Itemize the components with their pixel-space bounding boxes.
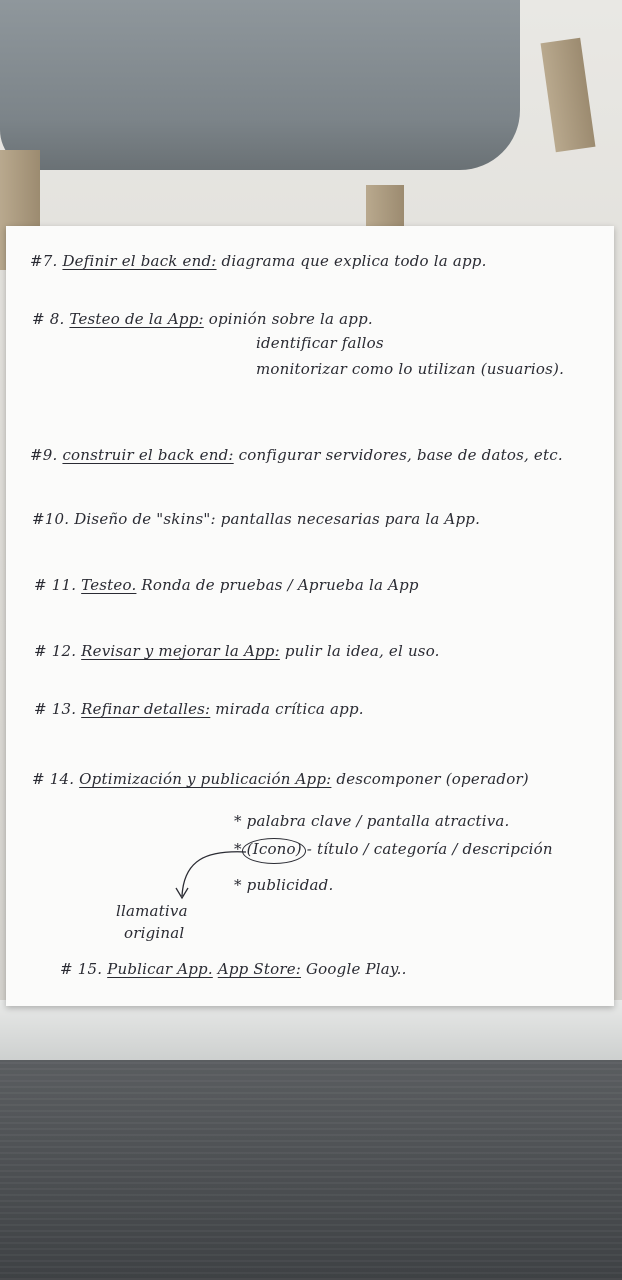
note-text: Google Play.. [306, 960, 407, 978]
chair-seat [0, 1060, 622, 1280]
note-14-bullet-1: * palabra clave / pantalla atractiva. [234, 812, 510, 830]
note-text: mirada crítica app. [215, 700, 364, 718]
note-title: construir el back end: [62, 446, 234, 464]
handwritten-note-sheet [6, 226, 614, 1006]
note-text: descomponer (operador) [336, 770, 529, 788]
note-title: Publicar App. [107, 960, 213, 978]
note-text: diagrama que explica todo la app. [221, 252, 487, 270]
side-note-2: original [124, 924, 185, 942]
note-title: Revisar y mejorar la App: [81, 642, 280, 660]
note-title: Testeo. [81, 576, 137, 594]
note-number: # 14. [32, 770, 75, 788]
note-8-extra-2: monitorizar como lo utilizan (usuarios). [256, 360, 565, 378]
note-text: pantallas necesarias para la App. [220, 510, 481, 528]
note-number: #7. [30, 252, 58, 270]
note-9 [30, 446, 563, 464]
note-8-extra-1: identificar fallos [256, 334, 384, 352]
note-7 [30, 252, 487, 270]
note-14-bullet-3: * publicidad. [234, 876, 334, 894]
note-title: Testeo de la App: [69, 310, 204, 328]
note-text: opinión sobre la app. [208, 310, 373, 328]
note-number: # 13. [34, 700, 77, 718]
note-text: pulir la idea, el uso. [284, 642, 440, 660]
note-number: #10. [32, 510, 70, 528]
note-title: Diseño de "skins": [74, 510, 216, 528]
note-title: Definir el back end: [62, 252, 217, 270]
note-13 [34, 700, 364, 718]
note-number: # 15. [60, 960, 103, 978]
note-text: configurar servidores, base de datos, etc. [238, 446, 563, 464]
note-15 [60, 960, 407, 978]
note-number: # 12. [34, 642, 77, 660]
note-14 [32, 770, 529, 788]
chair-backrest [0, 0, 520, 170]
note-title: Optimización y publicación App: [79, 770, 332, 788]
note-14-bullet-2: * (Icono) - título / categoría / descripción [234, 840, 553, 858]
note-number: # 11. [34, 576, 77, 594]
note-number: # 8. [32, 310, 65, 328]
side-note-1: llamativa [116, 902, 188, 920]
note-title: Refinar detalles: [81, 700, 211, 718]
note-text: Ronda de pruebas / Aprueba la App [141, 576, 419, 594]
note-subtitle: App Store: [217, 960, 302, 978]
note-8 [32, 310, 373, 328]
curved-arrow-icon [166, 846, 256, 906]
note-number: #9. [30, 446, 58, 464]
note-10 [32, 510, 480, 528]
note-11 [34, 576, 419, 594]
note-12 [34, 642, 440, 660]
